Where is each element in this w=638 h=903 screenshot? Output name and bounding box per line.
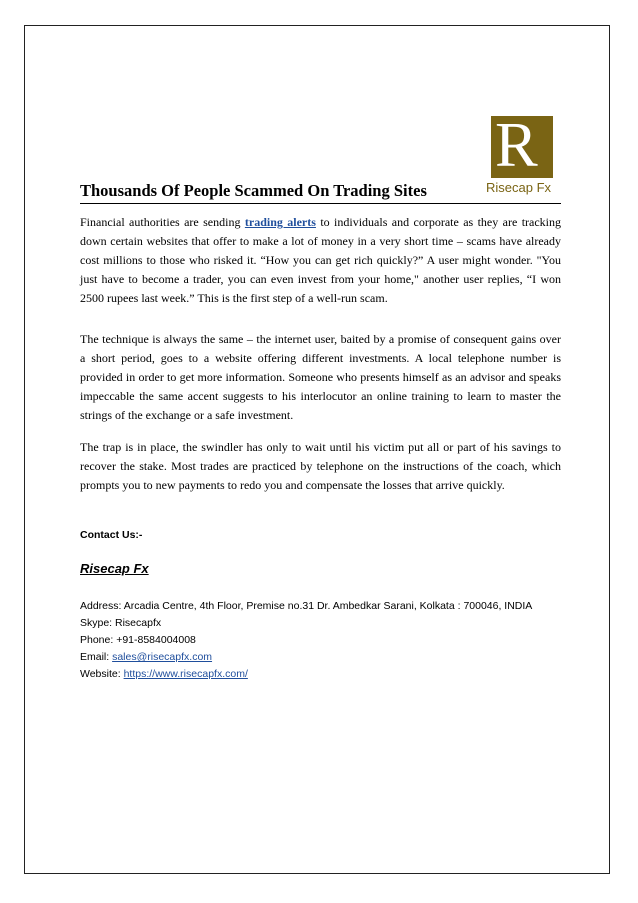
email-link[interactable]: sales@risecapfx.com — [112, 651, 213, 663]
email-label: Email: — [80, 651, 113, 663]
logo-text: Risecap Fx — [486, 180, 552, 195]
address-line: Address: Arcadia Centre, 4th Floor, Premise no.31 Dr. Ambedkar Sarani, Kolkata : 700046, INDIA — [80, 600, 533, 612]
logo-mark — [491, 109, 553, 180]
website-line — [80, 666, 580, 683]
title-underline — [80, 203, 561, 204]
contact-label: Contact Us:- — [80, 529, 143, 541]
article-title: Thousands Of People Scammed On Trading Sites — [80, 181, 427, 200]
company-name: Risecap Fx — [80, 561, 149, 576]
website-label: Website: — [80, 668, 124, 680]
paragraph-1 — [80, 213, 561, 308]
paragraph-1-rest: to individuals and corporate as they are tracking down certain websites that offer to make a lot of money in a very short time – scams have already cost millions to those who risked it. “How you can get rich quickly?” A user might wonder. "You just have to become a trader, you can even invest from your home," another user replies, “I won 2500 rupees last week.” This is the first step of a well-run scam. — [80, 215, 562, 305]
phone-line: Phone: +91-8584004008 — [80, 634, 196, 646]
logo-letter: R — [495, 109, 538, 180]
skype-line: Skype: Risecapfx — [80, 617, 162, 629]
email-line — [80, 649, 580, 666]
trading-alerts-link[interactable]: trading alerts — [244, 215, 316, 229]
contact-details — [80, 598, 580, 683]
paragraph-3: The trap is in place, the swindler has only to wait until his victim put all or part of his savings to recover the stake. Most trades are practiced by telephone on the instructions of the coach, which prompts you to new payments to redo you and compensate the losses that arrive quickly. — [80, 440, 561, 492]
website-link[interactable]: https://www.risecapfx.com/ — [123, 668, 248, 680]
paragraph-1-lead: Financial authorities are sending — [80, 215, 245, 229]
paragraph-2: The technique is always the same – the internet user, baited by a promise of consequent gains over a short period, goes to a website offering different investments. A local telephone number is provided in order to get more information. Someone who presents himself as an advisor and speaks impeccable the same accent suggests to his interlocutor an online training to learn to master the strings of the exchange or a safe investment. — [80, 332, 561, 422]
